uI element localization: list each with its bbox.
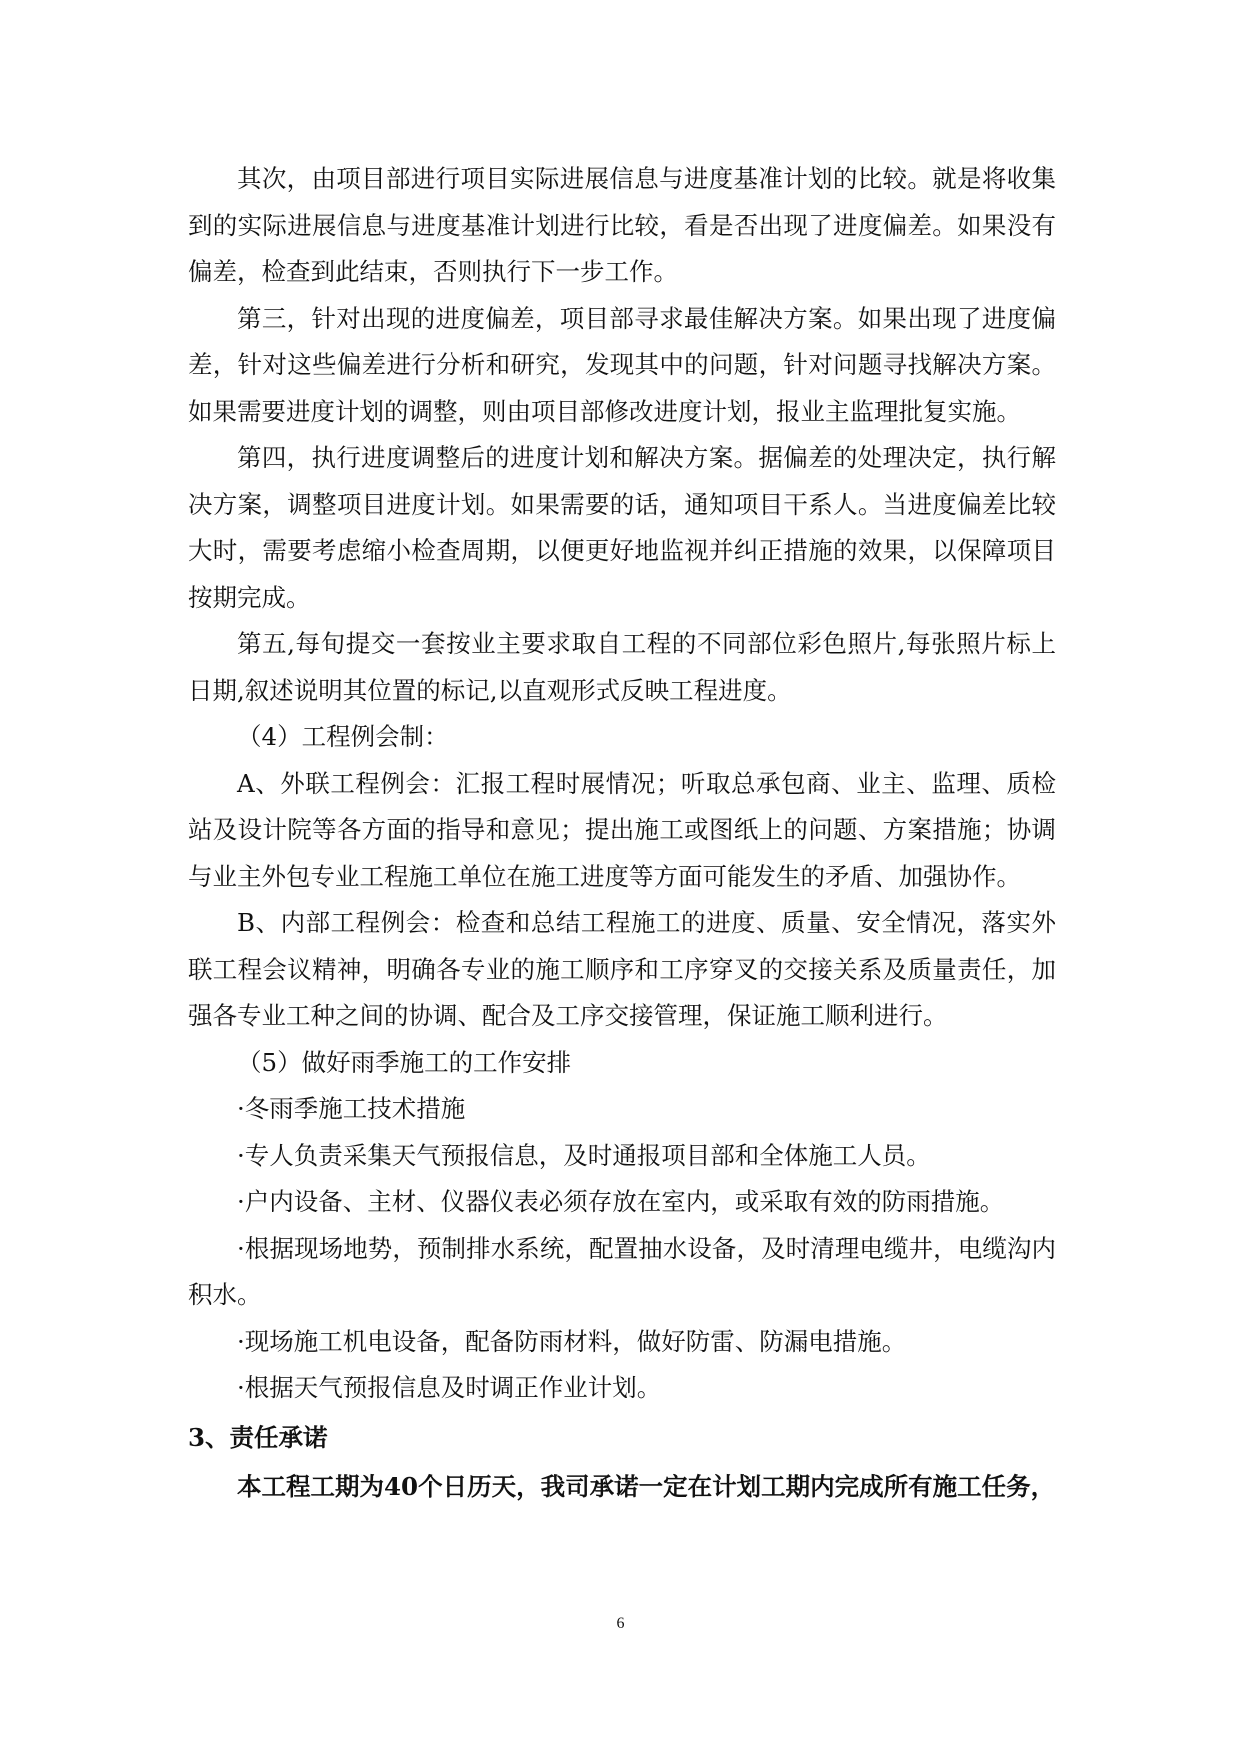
paragraph-second-step: 其次，由项目部进行项目实际进展信息与进度基准计划的比较。就是将收集到的实际进展信息与进度基准计划进行比较，看是否出现了进度偏差。如果没有偏差，检查到此结束，否则执行下一步工作。 bbox=[188, 164, 1056, 286]
subheading-meeting-system: （4）工程例会制： bbox=[237, 722, 449, 751]
commitment-paragraph: 本工程工期为40个日历天，我司承诺一定在计划工期内完成所有施工任务， bbox=[237, 1471, 1056, 1501]
paragraph-fifth-step: 第五,每旬提交一套按业主要求取自工程的不同部位彩色照片,每张照片标上日期,叙述说明其位置的标记,以直观形式反映工程进度。 bbox=[188, 629, 1056, 705]
paragraph-fourth-step: 第四，执行进度调整后的进度计划和解决方案。据偏差的处理决定，执行解决方案，调整项目进度计划。如果需要的话，通知项目干系人。当进度偏差比较大时，需要考虑缩小检查周期，以便更好地监视并纠正措施的效果，以保障项目按期完成。 bbox=[188, 443, 1056, 612]
list-item: ·根据天气预报信息及时调正作业计划。 bbox=[237, 1373, 662, 1402]
subheading-rainy-season: （5）做好雨季施工的工作安排 bbox=[237, 1047, 572, 1077]
paragraph-internal-meeting: B、内部工程例会：检查和总结工程施工的进度、质量、安全情况，落实外联工程会议精神，明确各专业的施工顺序和工序穿叉的交接关系及质量责任，加强各专业工种之间的协调、配合及工序交接管理，保证施工顺利进行。 bbox=[188, 908, 1056, 1030]
page-number: 6 bbox=[616, 1615, 625, 1632]
document-body bbox=[188, 156, 1056, 1510]
list-item: ·现场施工机电设备，配备防雨材料，做好防雷、防漏电措施。 bbox=[237, 1326, 907, 1356]
list-item: ·冬雨季施工技术措施 bbox=[237, 1094, 466, 1123]
paragraph-third-step: 第三，针对出现的进度偏差，项目部寻求最佳解决方案。如果出现了进度偏差，针对这些偏差进行分析和研究，发现其中的问题，针对问题寻找解决方案。如果需要进度计划的调整，则由项目部修改进度计划，报业主监理批复实施。 bbox=[188, 303, 1056, 426]
section-heading: 3、责任承诺 bbox=[188, 1422, 328, 1452]
paragraph-external-meeting: A、外联工程例会：汇报工程时展情况；听取总承包商、业主、监理、质检站及设计院等各方面的指导和意见；提出施工或图纸上的问题、方案措施；协调与业主外包专业工程施工单位在施工进度等方面可能发生的矛盾、加强协作。 bbox=[188, 768, 1056, 891]
list-item: ·户内设备、主材、仪器仪表必须存放在室内，或采取有效的防雨措施。 bbox=[237, 1187, 1005, 1216]
list-item: ·根据现场地势，预制排水系统，配置抽水设备，及时清理电缆井，电缆沟内积水。 bbox=[188, 1233, 1056, 1309]
list-item: ·专人负责采集天气预报信息，及时通报项目部和全体施工人员。 bbox=[237, 1140, 931, 1170]
